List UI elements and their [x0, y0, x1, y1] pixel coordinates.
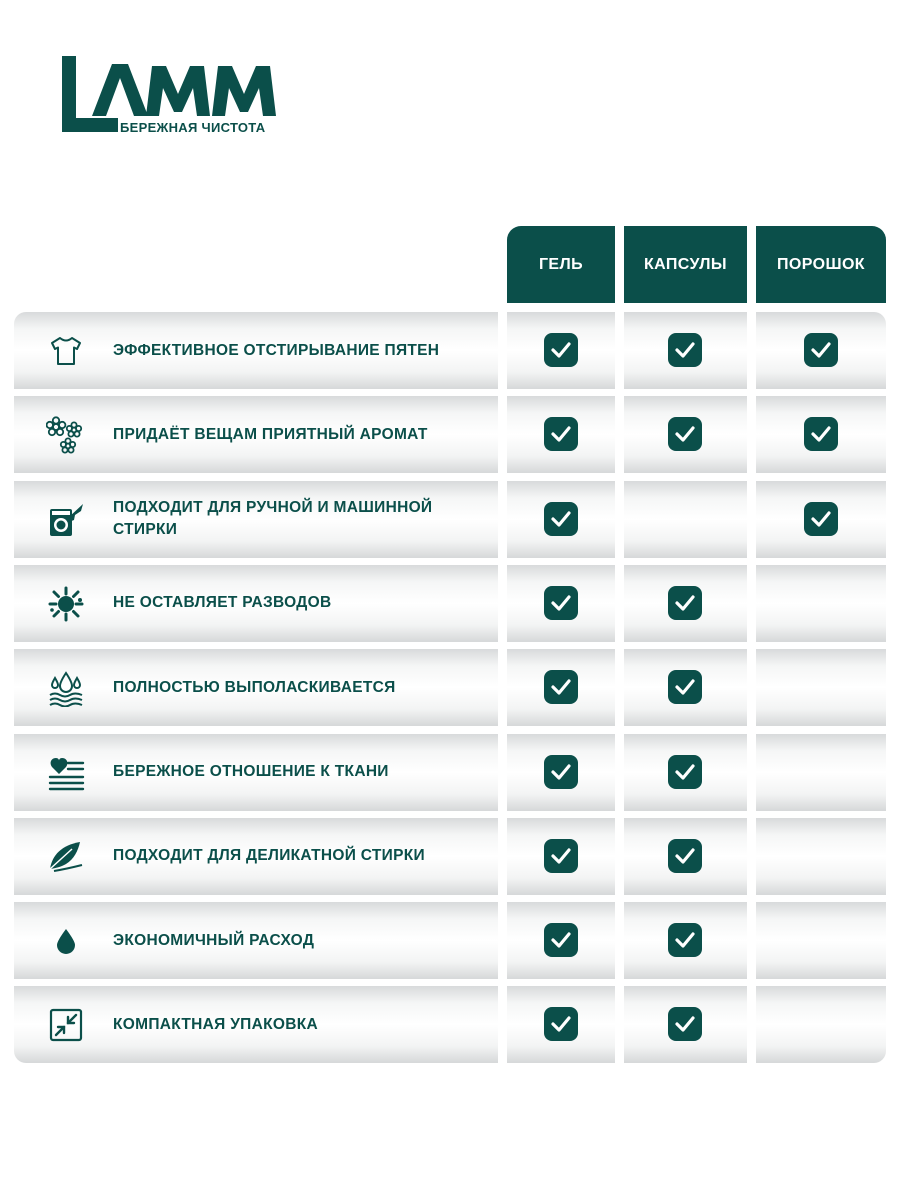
check-icon: [668, 755, 702, 789]
cell-powder: [756, 565, 886, 642]
table-row: [14, 986, 886, 1063]
cell-gel: [507, 312, 615, 389]
brand-tagline: БЕРЕЖНАЯ ЧИСТОТА: [120, 120, 266, 135]
compress-arrows-icon: [46, 1005, 86, 1045]
table-row: [14, 902, 886, 979]
check-icon: [544, 586, 578, 620]
check-icon: [544, 923, 578, 957]
feature-cell: [14, 312, 498, 389]
splash-icon: [46, 584, 86, 624]
check-icon: [804, 417, 838, 451]
table-row: [14, 565, 886, 642]
column-header-capsules: КАПСУЛЫ: [624, 226, 747, 303]
cell-capsules: [624, 649, 747, 726]
check-icon: [668, 333, 702, 367]
feature-cell: [14, 649, 498, 726]
check-icon: [668, 1007, 702, 1041]
cell-capsules: [624, 986, 747, 1063]
feature-label: БЕРЕЖНОЕ ОТНОШЕНИЕ К ТКАНИ: [113, 763, 389, 780]
table-row: [14, 649, 886, 726]
feature-label: ПОДХОДИТ ДЛЯ ДЕЛИКАТНОЙ СТИРКИ: [113, 847, 425, 865]
cell-powder: [756, 818, 886, 895]
feature-cell: [14, 986, 498, 1063]
feather-icon: [46, 837, 86, 877]
feature-label: ПРИДАЁТ ВЕЩАМ ПРИЯТНЫЙ АРОМАТ: [113, 425, 428, 443]
check-icon: [668, 670, 702, 704]
feature-label: ПОЛНОСТЬЮ ВЫПОЛАСКИВАЕТСЯ: [113, 678, 396, 696]
cell-capsules: [624, 481, 747, 558]
feature-cell: [14, 902, 498, 979]
feature-label: КОМПАКТНАЯ УПАКОВКА: [113, 1015, 318, 1033]
cell-gel: [507, 818, 615, 895]
cell-gel: [507, 734, 615, 811]
cell-powder: [756, 481, 886, 558]
check-icon: [544, 839, 578, 873]
check-icon: [544, 502, 578, 536]
check-icon: [544, 670, 578, 704]
feature-label: ПОДХОДИТ ДЛЯ РУЧНОЙ И МАШИННОЙ СТИРКИ: [113, 499, 433, 539]
check-icon: [544, 1007, 578, 1041]
cell-powder: [756, 734, 886, 811]
feature-label: НЕ ОСТАВЛЯЕТ РАЗВОДОВ: [113, 594, 332, 612]
heart-fabric-icon: [46, 753, 86, 793]
table-row: [14, 481, 886, 558]
check-icon: [668, 839, 702, 873]
tshirt-icon: [46, 331, 86, 371]
check-icon: [668, 923, 702, 957]
check-icon: [668, 586, 702, 620]
feature-cell: [14, 396, 498, 473]
drop-icon: [46, 921, 86, 961]
cell-powder: [756, 902, 886, 979]
feature-cell: [14, 818, 498, 895]
table-row: [14, 396, 886, 473]
rinse-drops-icon: [46, 668, 86, 708]
check-icon: [544, 417, 578, 451]
cell-capsules: [624, 902, 747, 979]
cell-gel: [507, 986, 615, 1063]
brand-logo: [62, 54, 292, 136]
cell-capsules: [624, 565, 747, 642]
check-icon: [544, 755, 578, 789]
cell-powder: [756, 396, 886, 473]
check-icon: [804, 333, 838, 367]
check-icon: [668, 417, 702, 451]
cell-powder: [756, 649, 886, 726]
cell-capsules: [624, 396, 747, 473]
table-row: [14, 818, 886, 895]
cell-capsules: [624, 734, 747, 811]
feature-cell: [14, 734, 498, 811]
feature-cell: [14, 481, 498, 558]
column-header-gel: ГЕЛЬ: [507, 226, 615, 303]
check-icon: [544, 333, 578, 367]
cell-gel: [507, 396, 615, 473]
table-row: [14, 312, 886, 389]
table-row: [14, 734, 886, 811]
cell-capsules: [624, 312, 747, 389]
cell-gel: [507, 649, 615, 726]
feature-label: ЭКОНОМИЧНЫЙ РАСХОД: [113, 931, 315, 949]
washing-machine-hand-icon: [46, 500, 86, 540]
cell-gel: [507, 902, 615, 979]
cell-gel: [507, 565, 615, 642]
cell-capsules: [624, 818, 747, 895]
cell-gel: [507, 481, 615, 558]
feature-cell: [14, 565, 498, 642]
feature-label: ЭФФЕКТИВНОЕ ОТСТИРЫВАНИЕ ПЯТЕН: [113, 341, 440, 359]
cell-powder: [756, 986, 886, 1063]
cell-powder: [756, 312, 886, 389]
check-icon: [804, 502, 838, 536]
flowers-icon: [46, 415, 86, 455]
column-header-powder: ПОРОШОК: [756, 226, 886, 303]
